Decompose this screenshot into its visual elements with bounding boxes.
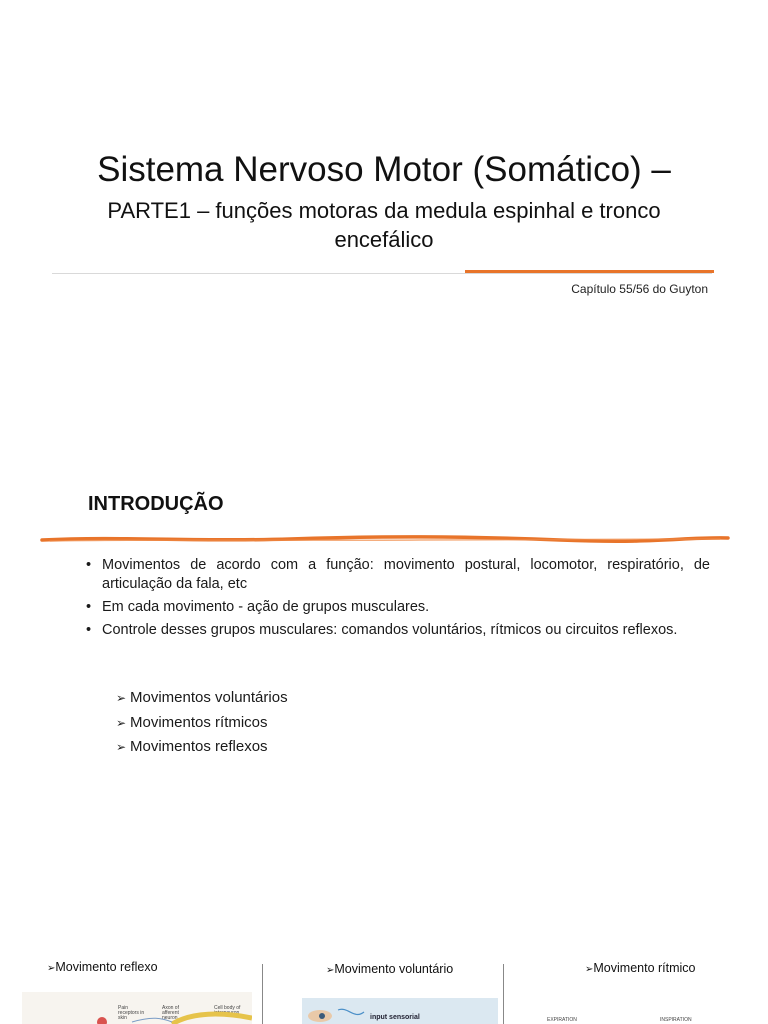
figure-label: Pain receptors in skin bbox=[118, 1005, 145, 1021]
bullet-icon: • bbox=[86, 599, 92, 615]
arrow-bullet-icon: ➢ bbox=[585, 964, 594, 975]
column-label-text: Movimento voluntário bbox=[334, 962, 454, 976]
column-label-text: Movimento rítmico bbox=[593, 961, 696, 975]
column-label-text: Movimento reflexo bbox=[55, 960, 158, 974]
intro-bullet-list bbox=[86, 556, 710, 644]
figure-label: input sensorial bbox=[370, 1014, 420, 1021]
arrow-bullet-icon: ➢ bbox=[116, 715, 127, 730]
bullet-text: Em cada movimento - ação de grupos musculares. bbox=[102, 599, 430, 615]
chapter-reference: Capítulo 55/56 do Guyton bbox=[571, 282, 708, 296]
bullet-item bbox=[86, 621, 710, 640]
list-item bbox=[116, 711, 288, 736]
slide-subtitle: PARTE1 – funções motoras da medula espinhal e tronco encefálico bbox=[107, 198, 661, 252]
reflex-arc-drawing bbox=[22, 992, 252, 1024]
figure-label: Cell body of interneuron bbox=[214, 1005, 241, 1016]
figure-label: Axon of afferent neuron bbox=[162, 1005, 179, 1021]
arrow-bullet-icon: ➢ bbox=[116, 691, 127, 705]
section-heading: INTRODUÇÃO bbox=[88, 493, 224, 515]
arrow-bullet-icon: ➢ bbox=[326, 965, 335, 976]
column-label-reflex bbox=[47, 960, 158, 974]
list-item-text: Movimentos reflexos bbox=[130, 738, 268, 755]
bullet-text: Controle desses grupos musculares: comandos voluntários, rítmicos ou circuitos reflexos. bbox=[102, 622, 678, 638]
heading-brush-underline bbox=[40, 532, 730, 546]
column-divider bbox=[503, 964, 504, 1024]
column-label-rhythmic bbox=[585, 961, 696, 975]
bullet-icon: • bbox=[86, 622, 92, 638]
reflex-arc-figure bbox=[22, 992, 252, 1024]
figure-label: EXPIRATION bbox=[547, 1017, 577, 1023]
list-item bbox=[116, 735, 288, 760]
voluntary-movement-figure bbox=[302, 998, 498, 1024]
slide-title: Sistema Nervoso Motor (Somático) – bbox=[97, 150, 671, 189]
bullet-item bbox=[86, 556, 710, 594]
column-divider bbox=[262, 964, 263, 1024]
bullet-item bbox=[86, 598, 710, 617]
list-item bbox=[116, 686, 288, 711]
list-item-text: Movimentos voluntários bbox=[130, 689, 288, 706]
arrow-bullet-icon: ➢ bbox=[116, 740, 127, 754]
column-label-voluntary bbox=[326, 962, 453, 976]
bullet-icon: • bbox=[86, 557, 92, 573]
bullet-text: Movimentos de acordo com a função: movimento postural, locomotor, respiratório, de articulação da fala, etc bbox=[102, 557, 710, 592]
list-item-text: Movimentos rítmicos bbox=[130, 713, 268, 731]
title-divider bbox=[52, 273, 712, 274]
breathing-figure bbox=[530, 1012, 740, 1024]
movement-types-list bbox=[116, 686, 288, 760]
figure-label: INSPIRATION bbox=[660, 1017, 692, 1023]
title-accent-bar bbox=[465, 270, 714, 273]
arrow-bullet-icon: ➢ bbox=[47, 963, 56, 974]
